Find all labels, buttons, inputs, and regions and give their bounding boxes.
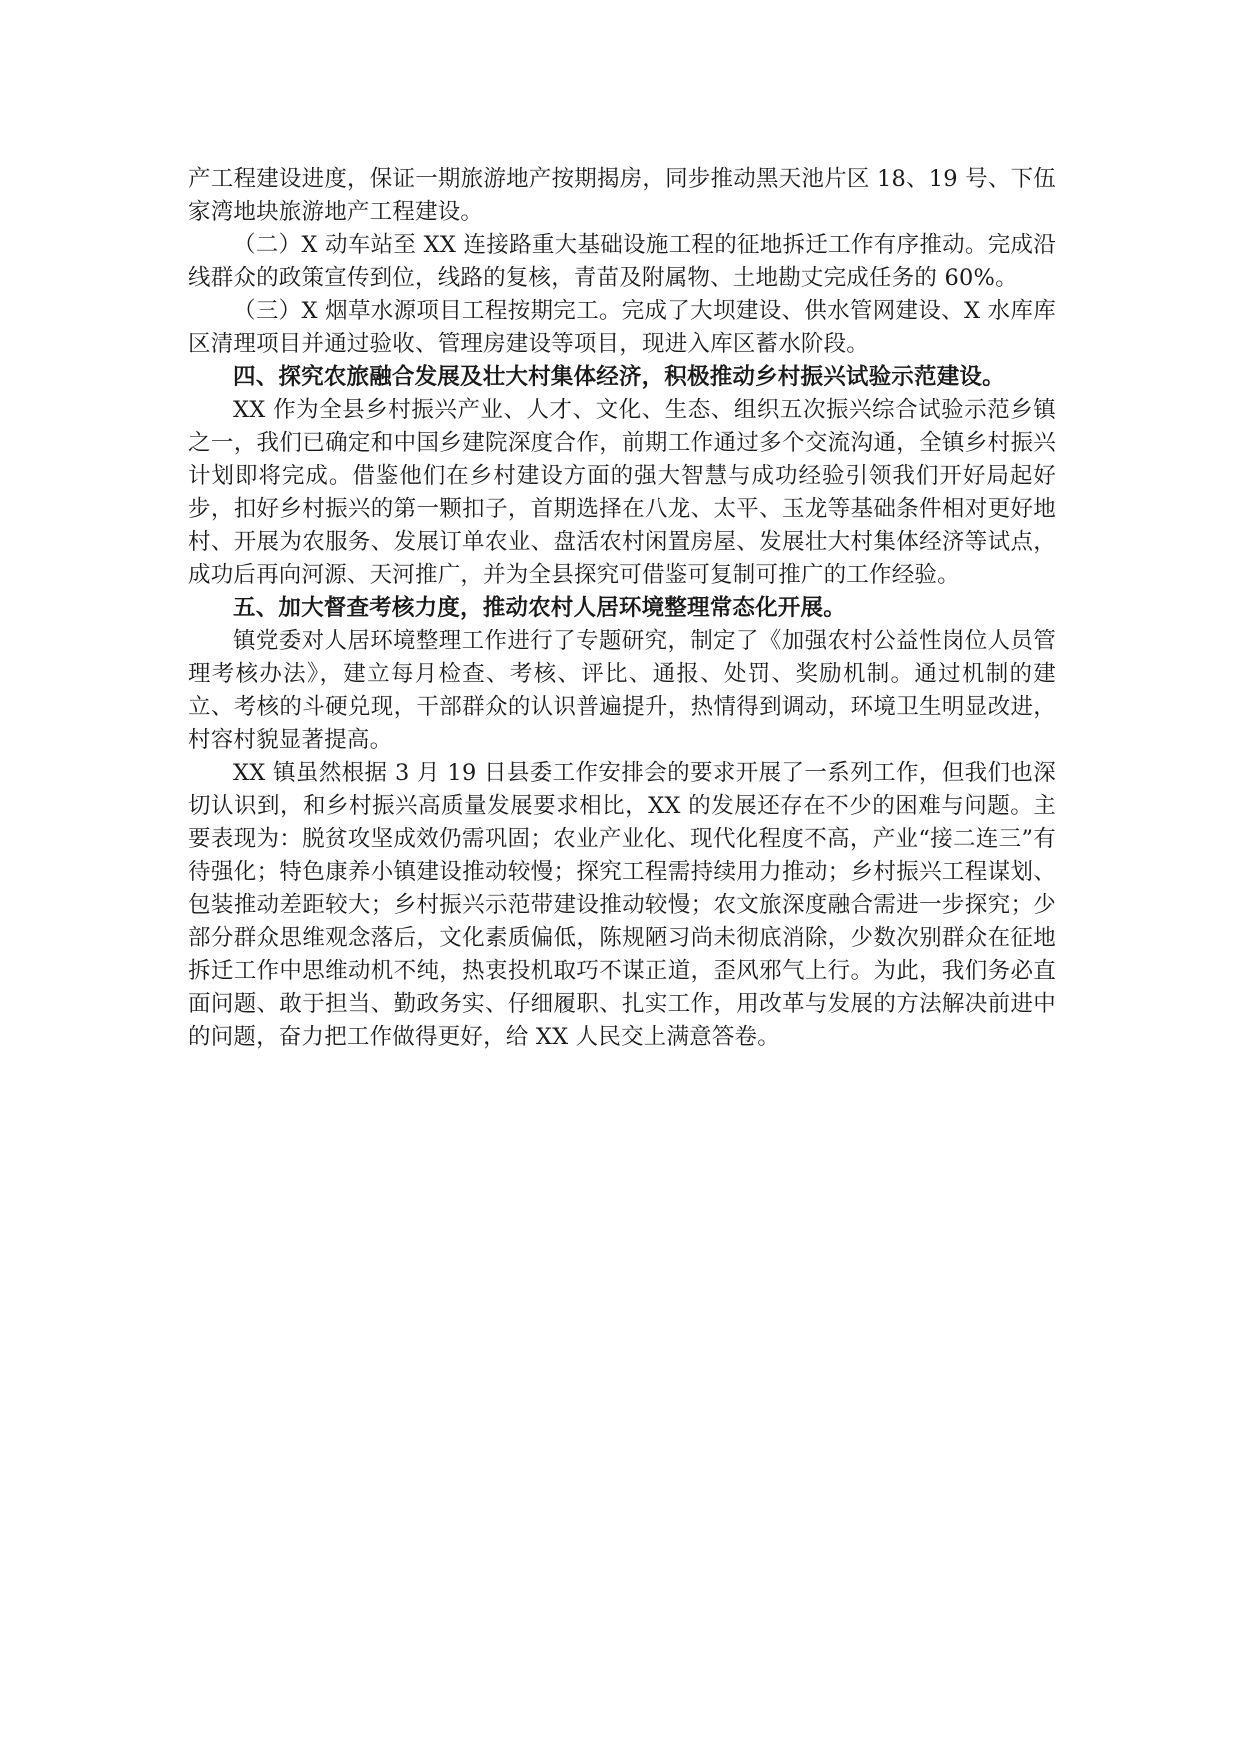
paragraph-subsection-two: （二）X 动车站至 XX 连接路重大基础设施工程的征地拆迁工作有序推动。完成沿线群众的政策宣传到位，线路的复核，青苗及附属物、土地勘丈完成任务的 60%。 — [188, 232, 1056, 291]
paragraph-problems-summary: XX 镇虽然根据 3 月 19 日县委工作安排会的要求开展了一系列工作，但我们也深切认识到，和乡村振兴高质量发展要求相比，XX 的发展还存在不少的困难与问题。主要表现为：脱贫攻坚成效仍需巩固；农业产业化、现代化程度不高，产业“接二连三”有待强化；特色康养小镇建设推动较慢；探究工程需持续用力推动；乡村振兴工程谋划、包装推动差距较大；乡村振兴示范带建设推动较慢；农文旅深度融合需进一步探究；少部分群众思维观念落后，文化素质偏低，陈规陋习尚未彻底消除，少数次别群众在征地拆迁工作中思维动机不纯，热衷投机取巧不谋正道，歪风邪气上行。为此，我们务必直面问题、敢于担当、勤政务实、仔细履职、扎实工作，用改革与发展的方法解决前进中的问题，奋力把工作做得更好，给 XX 人民交上满意答卷。 — [188, 760, 1056, 1050]
paragraph-environment-assessment: 镇党委对人居环境整理工作进行了专题研究，制定了《加强农村公益性岗位人员管理考核办法》，建立每月检查、考核、评比、通报、处罚、奖励机制。通过机制的建立、考核的斗硬兑现，干部群众的认识普遍提升，热情得到调动，环境卫生明显改进，村容村貌显著提高。 — [188, 628, 1056, 753]
paragraph-rural-revitalization: XX 作为全县乡村振兴产业、人才、文化、生态、组织五次振兴综合试验示范乡镇之一，我们已确定和中国乡建院深度合作，前期工作通过多个交流沟通，全镇乡村振兴计划即将完成。借鉴他们在乡村建设方面的强大智慧与成功经验引领我们开好局起好步，扣好乡村振兴的第一颗扣子，首期选择在八龙、太平、玉龙等基础条件相对更好地村、开展为农服务、发展订单农业、盘活农村闲置房屋、发展壮大村集体经济等试点，成功后再向河源、天河推广，并为全县探究可借鉴可复制可推广的工作经验。 — [188, 397, 1056, 588]
section-heading-five: 五、加大督查考核力度，推动农村人居环境整理常态化开展。 — [233, 595, 846, 621]
paragraph-continuation: 产工程建设进度，保证一期旅游地产按期揭房，同步推动黑天池片区 18、19 号、下伍家湾地块旅游地产工程建设。 — [188, 166, 1056, 225]
paragraph-subsection-three: （三）X 烟草水源项目工程按期完工。完成了大坝建设、供水管网建设、X 水库库区清理项目并通过验收、管理房建设等项目，现进入库区蓄水阶段。 — [188, 298, 1056, 357]
document-body — [188, 163, 1056, 1054]
section-heading-four: 四、探究农旅融合发展及壮大村集体经济，积极推动乡村振兴试验示范建设。 — [233, 364, 1005, 390]
